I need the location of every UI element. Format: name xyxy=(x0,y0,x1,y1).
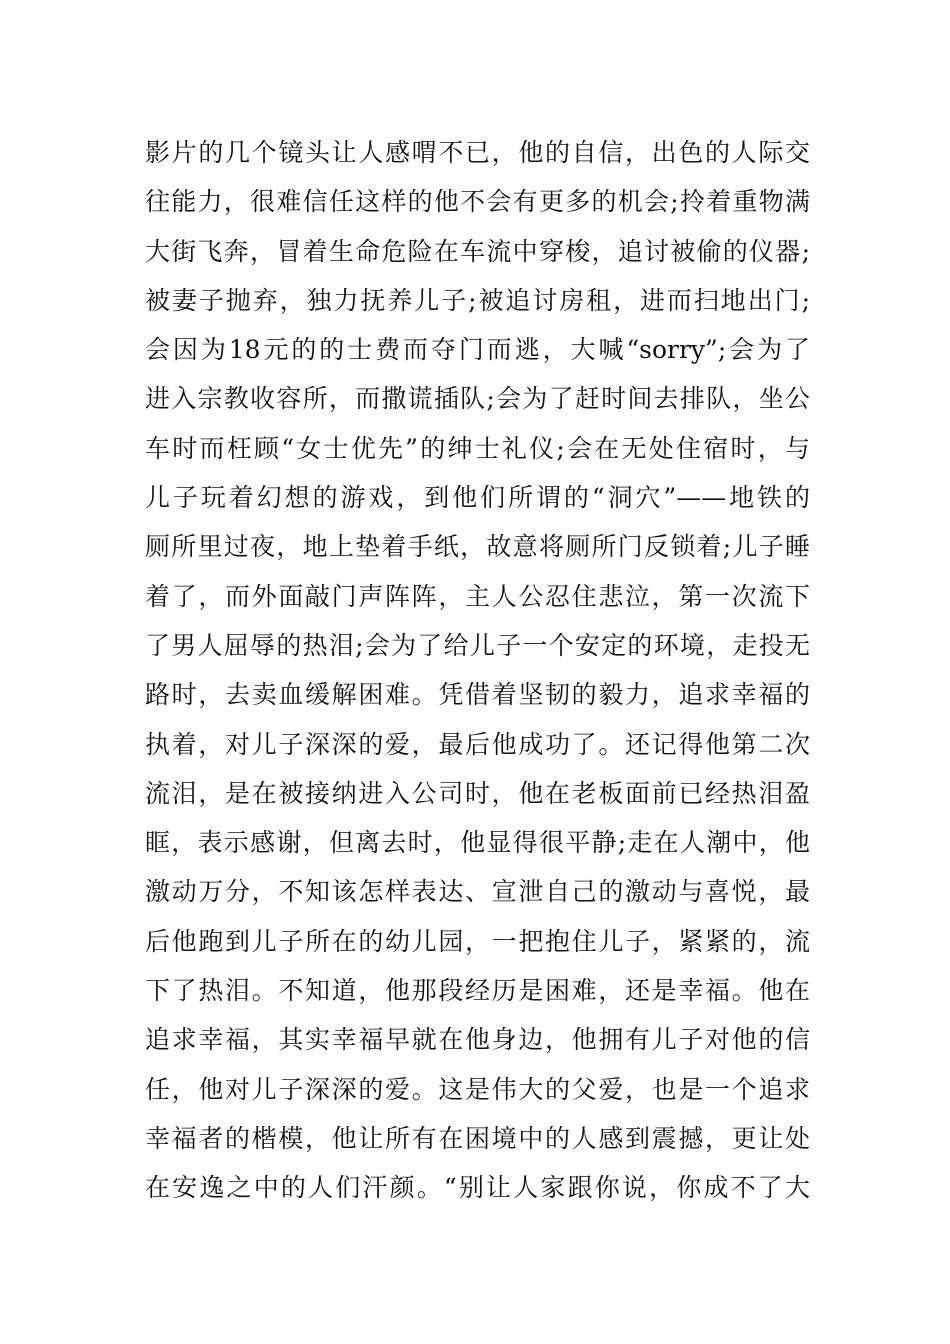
body-paragraph xyxy=(145,128,810,1213)
text-line: 进入宗教收容所，而撒谎插队;会为了赶时间去排队，坐公 xyxy=(145,384,810,414)
text-line: 后他跑到儿子所在的幼儿园，一把抱住儿子，紧紧的，流 xyxy=(145,926,810,956)
text-line: 路时，去卖血缓解困难。凭借着坚韧的毅力，追求幸福的 xyxy=(145,680,810,710)
text-line: 影片的几个镜头让人感喟不已，他的自信，出色的人际交 xyxy=(145,138,810,167)
text-line: 被妻子抛弃，独力抚养儿子;被追讨房租，进而扫地出门; xyxy=(145,285,810,315)
text-line: 流泪，是在被接纳进入公司时，他在老板面前已经热泪盈 xyxy=(145,778,810,808)
text-line: 在安逸之中的人们汗颜。“别让人家跟你说，你成不了大 xyxy=(145,1173,810,1203)
text-line: 任，他对儿子深深的爱。这是伟大的父爱，也是一个追求 xyxy=(145,1074,810,1104)
text-line: 车时而枉顾“女士优先”的绅士礼仪;会在无处住宿时，与 xyxy=(145,433,810,463)
text-line: 会因为18元的的士费而夺门而逃，大喊“sorry”;会为了 xyxy=(145,335,810,365)
text-line: 激动万分，不知该怎样表达、宣泄自己的激动与喜悦，最 xyxy=(145,877,810,907)
text-line: 下了热泪。不知道，他那段经历是困难，还是幸福。他在 xyxy=(145,976,810,1006)
text-line: 执着，对儿子深深的爱，最后他成功了。还记得他第二次 xyxy=(145,729,810,759)
text-line: 幸福者的楷模，他让所有在困境中的人感到震撼，更让处 xyxy=(145,1123,810,1153)
text-line: 厕所里过夜，地上垫着手纸，故意将厕所门反锁着;儿子睡 xyxy=(145,532,810,562)
text-line: 往能力，很难信任这样的他不会有更多的机会;拎着重物满 xyxy=(145,187,810,217)
text-line: 着了，而外面敲门声阵阵，主人公忍住悲泣，第一次流下 xyxy=(145,581,810,611)
text-line: 追求幸福，其实幸福早就在他身边，他拥有儿子对他的信 xyxy=(145,1025,810,1055)
text-line: 了男人屈辱的热泪;会为了给儿子一个安定的环境，走投无 xyxy=(145,630,810,660)
text-line: 儿子玩着幻想的游戏，到他们所谓的“洞穴”——地铁的 xyxy=(145,483,810,513)
text-line: 眶，表示感谢，但离去时，他显得很平静;走在人潮中，他 xyxy=(145,828,810,858)
text-line: 大街飞奔，冒着生命危险在车流中穿梭，追讨被偷的仪器; xyxy=(145,236,810,266)
